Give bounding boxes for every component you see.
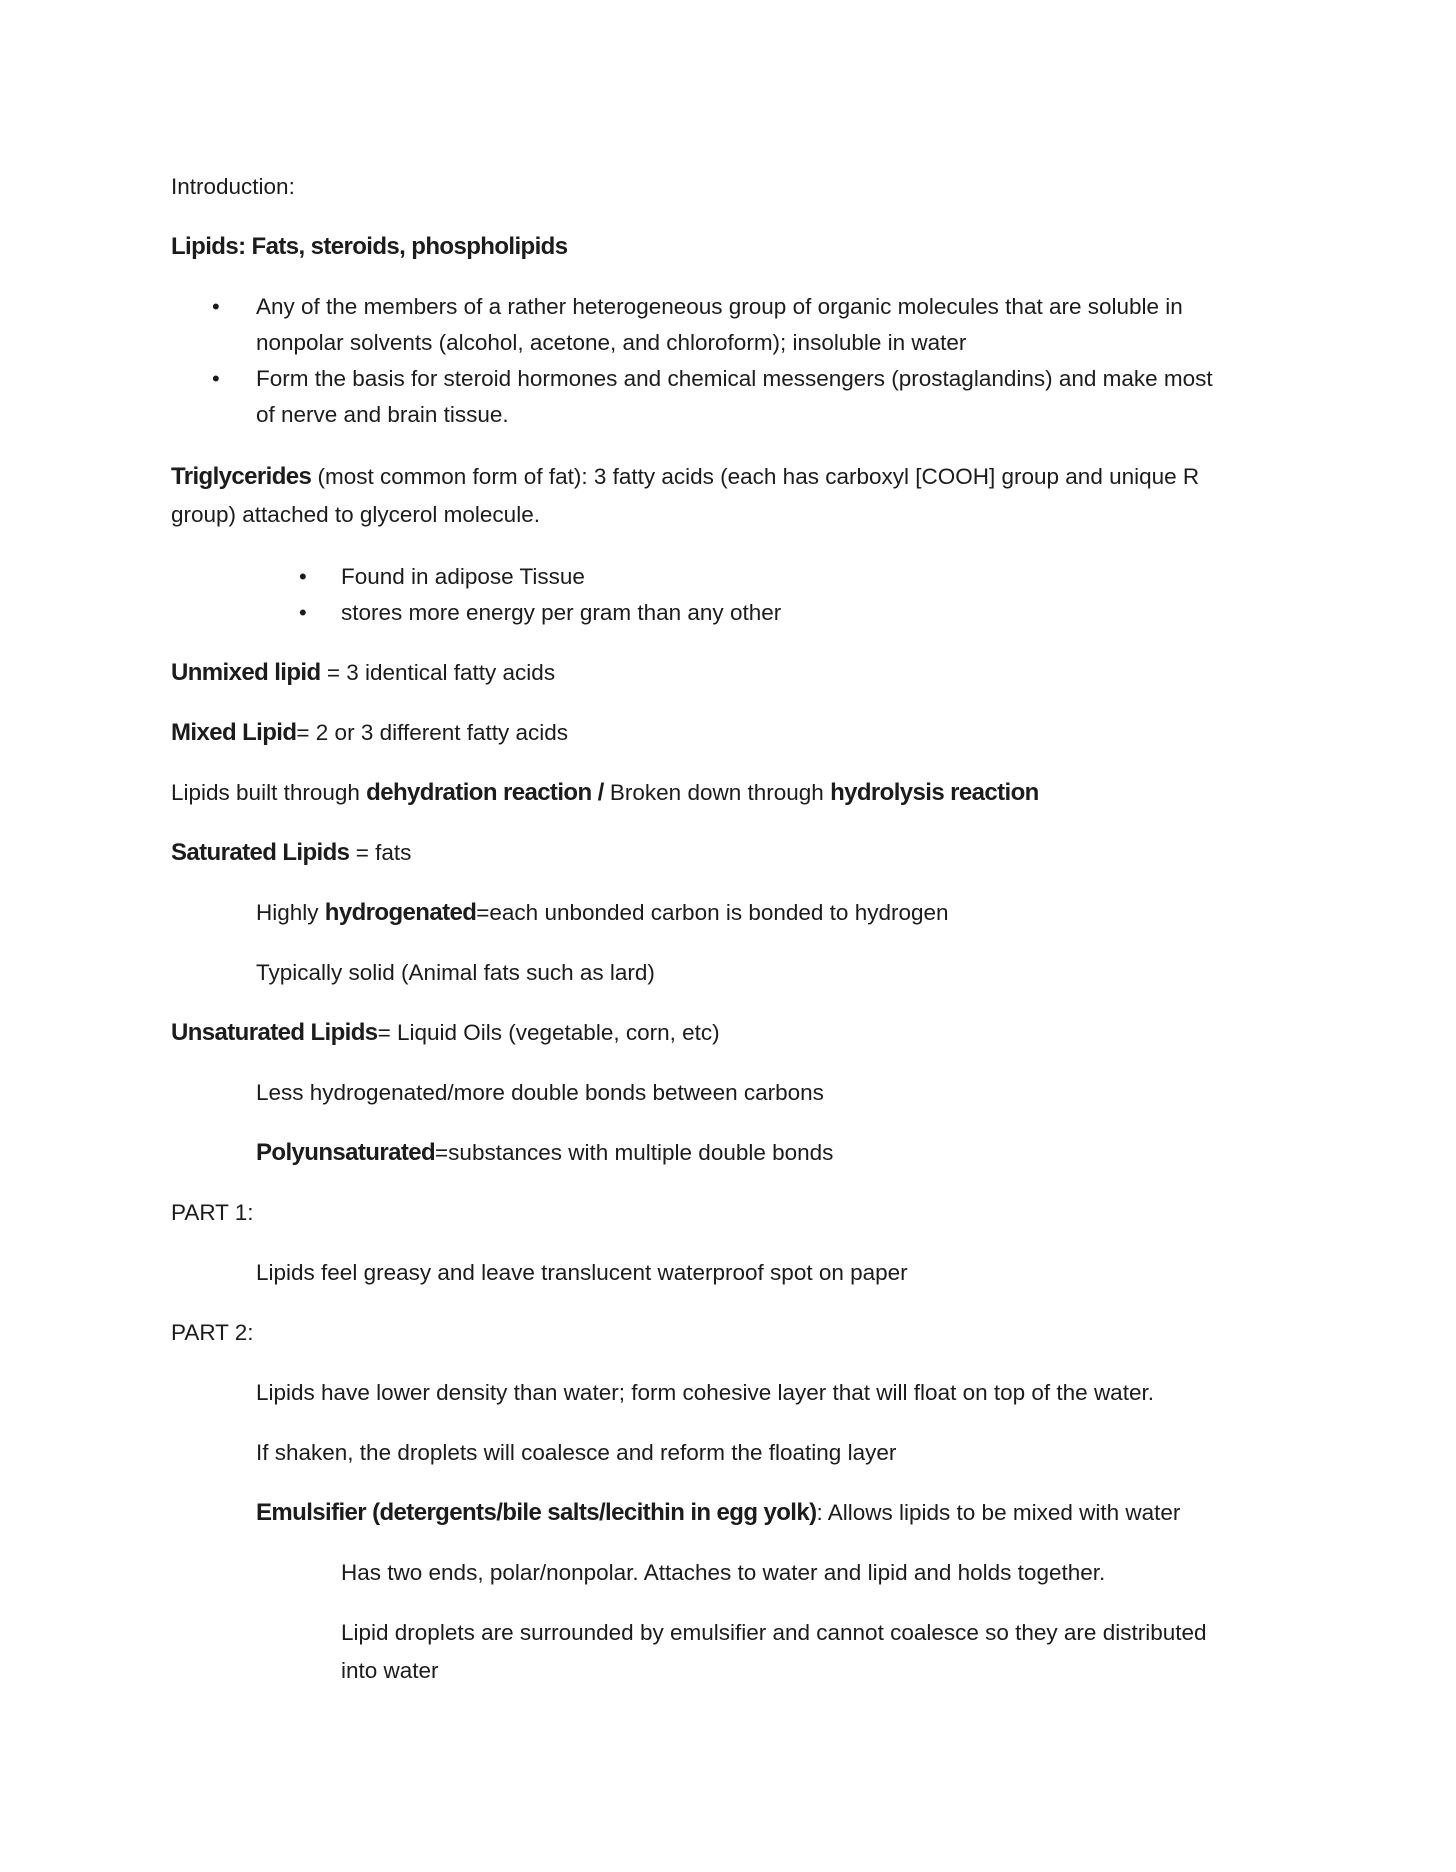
triglyceride-bullet-1: Found in adipose Tissue (341, 564, 585, 589)
reaction-line (171, 775, 1039, 811)
triglycerides-desc: (most common form of fat): 3 fatty acids (each has carboxyl [COOH] group and unique R (311, 464, 1200, 489)
emulsifier-desc: : Allows lipids to be mixed with water (816, 1500, 1181, 1525)
part2-label: PART 2: (171, 1320, 254, 1345)
lipids-heading: Lipids: Fats, steroids, phospholipids (171, 233, 568, 260)
intro-label: Introduction: (171, 174, 295, 199)
unsaturated-line2 (256, 1135, 833, 1171)
saturated-line1-pre: Highly (256, 900, 325, 925)
unmixed-desc: = 3 identical fatty acids (320, 660, 556, 685)
reaction-part2: Broken down through (603, 780, 831, 805)
saturated-line2: Typically solid (Animal fats such as lard) (256, 960, 655, 985)
part1-label: PART 1: (171, 1200, 254, 1225)
polyunsaturated-desc: =substances with multiple double bonds (435, 1140, 834, 1165)
mixed-desc: = 2 or 3 different fatty acids (296, 720, 569, 745)
triglycerides-line1 (171, 459, 1199, 495)
bullet-marker: • (212, 294, 220, 319)
unsaturated-line1: Less hydrogenated/more double bonds between carbons (256, 1080, 824, 1105)
emulsifier-line (256, 1495, 1180, 1531)
triglyceride-bullet-2: stores more energy per gram than any other (341, 600, 782, 625)
emulsifier-sub2-line2: into water (341, 1658, 439, 1683)
triglycerides-term: Triglycerides (171, 463, 312, 490)
unsaturated-heading (171, 1015, 720, 1051)
saturated-line1 (256, 895, 949, 931)
part2-text2: If shaken, the droplets will coalesce and reform the floating layer (256, 1440, 897, 1465)
unmixed-lipid-line (171, 655, 555, 691)
reaction-part1: Lipids built through (171, 780, 367, 805)
unsaturated-term: Unsaturated Lipids (171, 1019, 378, 1046)
lipid-bullet-2-line2: of nerve and brain tissue. (256, 402, 509, 427)
part2-text1: Lipids have lower density than water; form cohesive layer that will float on top of the water. (256, 1380, 1154, 1405)
mixed-term: Mixed Lipid (171, 719, 297, 746)
part1-text: Lipids feel greasy and leave translucent waterproof spot on paper (256, 1260, 908, 1285)
lipid-bullet-1-line1: Any of the members of a rather heterogeneous group of organic molecules that are soluble in (256, 294, 1183, 319)
unmixed-term: Unmixed lipid (171, 659, 321, 686)
mixed-lipid-line (171, 715, 568, 751)
hydrolysis-term: hydrolysis reaction (830, 779, 1039, 806)
bullet-marker: • (299, 600, 307, 625)
dehydration-term: dehydration reaction / (366, 779, 604, 806)
saturated-term: Saturated Lipids (171, 839, 350, 866)
polyunsaturated-term: Polyunsaturated (256, 1139, 436, 1166)
lipid-bullet-1-line2: nonpolar solvents (alcohol, acetone, and chloroform); insoluble in water (256, 330, 967, 355)
saturated-desc: = fats (349, 840, 412, 865)
emulsifier-sub1: Has two ends, polar/nonpolar. Attaches to water and lipid and holds together. (341, 1560, 1106, 1585)
emulsifier-term: Emulsifier (detergents/bile salts/lecithin in egg yolk) (256, 1499, 817, 1526)
triglycerides-line2: group) attached to glycerol molecule. (171, 502, 540, 527)
emulsifier-sub2-line1: Lipid droplets are surrounded by emulsifier and cannot coalesce so they are distributed (341, 1620, 1207, 1645)
lipid-bullet-2-line1: Form the basis for steroid hormones and chemical messengers (prostaglandins) and make most (256, 366, 1213, 391)
bullet-marker: • (299, 564, 307, 589)
saturated-heading (171, 835, 411, 871)
hydrogenated-term: hydrogenated (324, 899, 477, 926)
bullet-marker: • (212, 366, 220, 391)
unsaturated-desc: = Liquid Oils (vegetable, corn, etc) (377, 1020, 720, 1045)
saturated-line1-rest: =each unbonded carbon is bonded to hydrogen (476, 900, 949, 925)
